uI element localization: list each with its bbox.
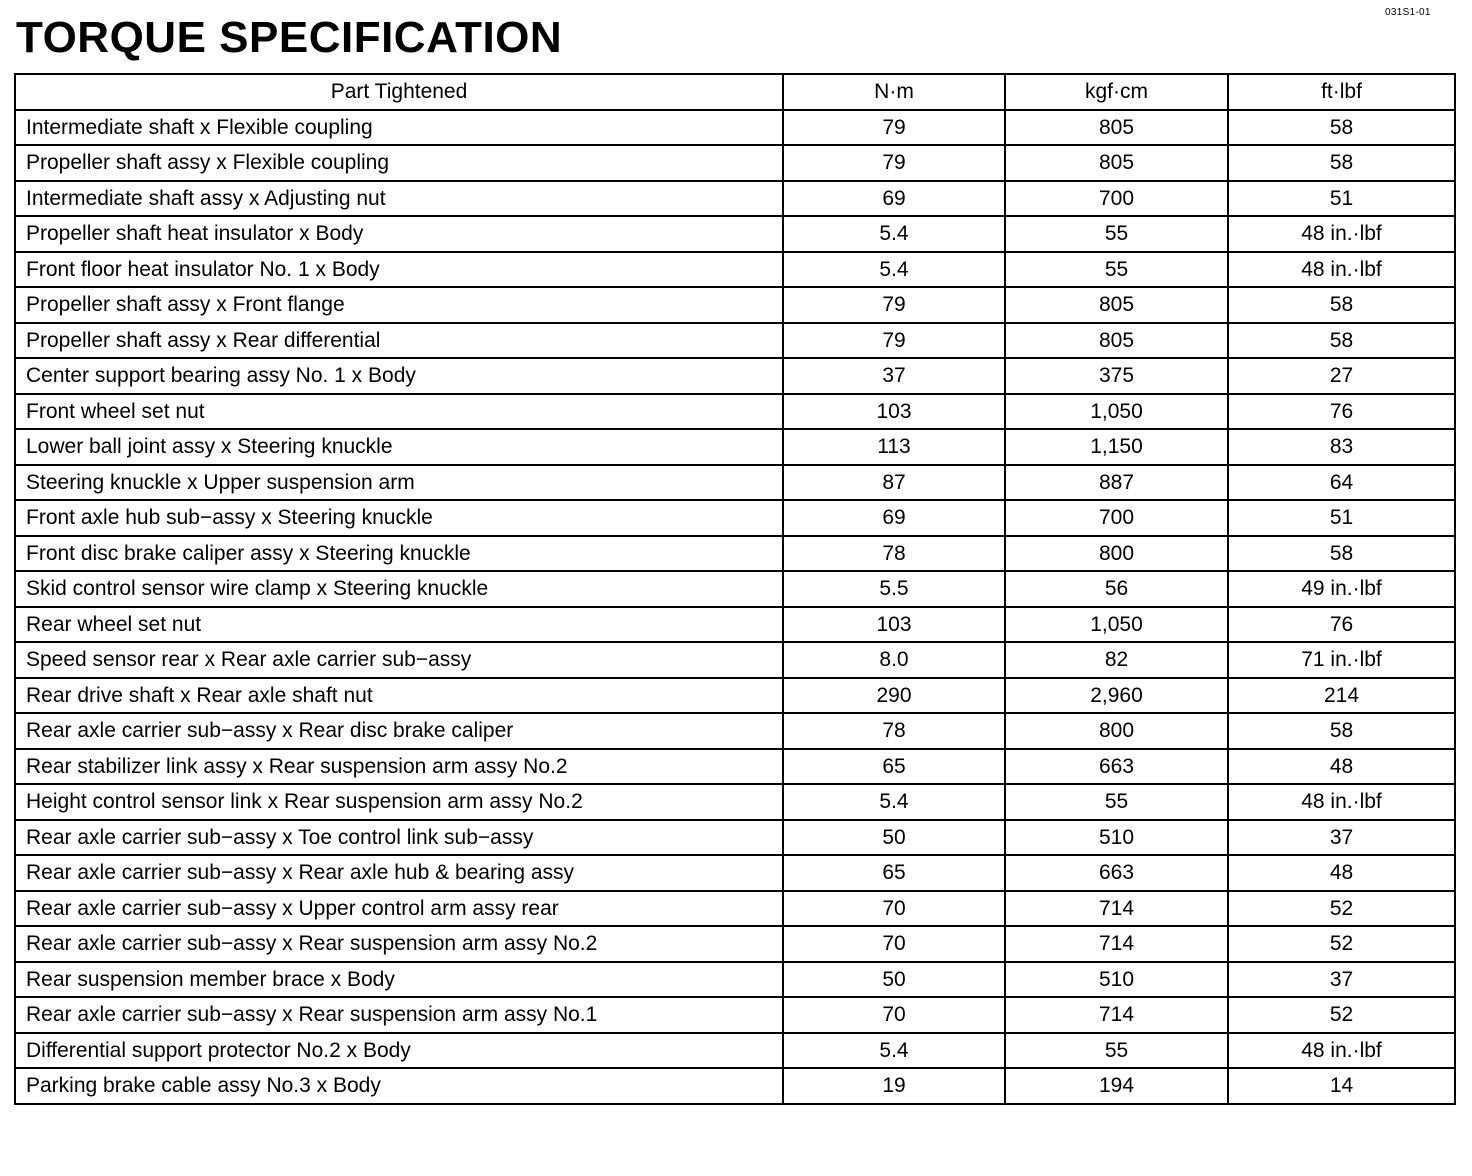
cell-nm: 50 [783,820,1005,856]
cell-ftlbf: 37 [1228,820,1455,856]
cell-nm: 65 [783,749,1005,785]
cell-nm: 8.0 [783,642,1005,678]
table-row [15,926,1455,962]
table-row [15,465,1455,501]
cell-ftlbf: 52 [1228,891,1455,927]
cell-part-tightened: Center support bearing assy No. 1 x Body [15,358,783,394]
cell-ftlbf: 58 [1228,323,1455,359]
cell-kgfcm: 194 [1005,1068,1228,1104]
table-row [15,855,1455,891]
table-row [15,394,1455,430]
cell-nm: 19 [783,1068,1005,1104]
table-row [15,749,1455,785]
cell-nm: 78 [783,713,1005,749]
cell-part-tightened: Propeller shaft heat insulator x Body [15,216,783,252]
cell-nm: 69 [783,500,1005,536]
cell-ftlbf: 48 [1228,855,1455,891]
cell-kgfcm: 510 [1005,820,1228,856]
table-row [15,997,1455,1033]
cell-nm: 70 [783,997,1005,1033]
cell-kgfcm: 1,050 [1005,607,1228,643]
cell-ftlbf: 48 in.·lbf [1228,784,1455,820]
cell-part-tightened: Rear wheel set nut [15,607,783,643]
cell-nm: 79 [783,323,1005,359]
cell-kgfcm: 805 [1005,287,1228,323]
cell-ftlbf: 48 [1228,749,1455,785]
cell-part-tightened: Differential support protector No.2 x Body [15,1033,783,1069]
cell-part-tightened: Rear axle carrier sub−assy x Toe control link sub−assy [15,820,783,856]
table-row [15,536,1455,572]
table-row [15,110,1455,146]
cell-ftlbf: 48 in.·lbf [1228,1033,1455,1069]
cell-ftlbf: 48 in.·lbf [1228,216,1455,252]
cell-nm: 69 [783,181,1005,217]
cell-part-tightened: Propeller shaft assy x Flexible coupling [15,145,783,181]
table-row [15,252,1455,288]
cell-nm: 65 [783,855,1005,891]
cell-part-tightened: Rear axle carrier sub−assy x Rear disc brake caliper [15,713,783,749]
cell-ftlbf: 58 [1228,287,1455,323]
cell-kgfcm: 510 [1005,962,1228,998]
cell-ftlbf: 48 in.·lbf [1228,252,1455,288]
cell-nm: 37 [783,358,1005,394]
cell-kgfcm: 805 [1005,145,1228,181]
header-part-tightened: Part Tightened [15,74,783,110]
cell-kgfcm: 700 [1005,500,1228,536]
cell-nm: 290 [783,678,1005,714]
cell-kgfcm: 714 [1005,891,1228,927]
header-kgfcm: kgf·cm [1005,74,1228,110]
cell-kgfcm: 887 [1005,465,1228,501]
cell-kgfcm: 2,960 [1005,678,1228,714]
table-row [15,145,1455,181]
cell-nm: 70 [783,891,1005,927]
document-code: 031S1-01 [1385,7,1431,18]
cell-ftlbf: 49 in.·lbf [1228,571,1455,607]
cell-nm: 79 [783,110,1005,146]
cell-nm: 5.4 [783,784,1005,820]
cell-nm: 113 [783,429,1005,465]
cell-nm: 79 [783,287,1005,323]
cell-part-tightened: Front floor heat insulator No. 1 x Body [15,252,783,288]
table-row [15,358,1455,394]
cell-nm: 70 [783,926,1005,962]
cell-kgfcm: 1,150 [1005,429,1228,465]
cell-part-tightened: Rear axle carrier sub−assy x Rear axle hub & bearing assy [15,855,783,891]
cell-part-tightened: Front axle hub sub−assy x Steering knuckle [15,500,783,536]
cell-ftlbf: 64 [1228,465,1455,501]
cell-kgfcm: 375 [1005,358,1228,394]
cell-ftlbf: 58 [1228,536,1455,572]
table-row [15,216,1455,252]
table-row [15,891,1455,927]
cell-kgfcm: 55 [1005,216,1228,252]
table-row [15,429,1455,465]
cell-kgfcm: 82 [1005,642,1228,678]
cell-nm: 5.4 [783,1033,1005,1069]
cell-kgfcm: 714 [1005,997,1228,1033]
table-row [15,1033,1455,1069]
cell-kgfcm: 805 [1005,323,1228,359]
cell-part-tightened: Rear axle carrier sub−assy x Upper control arm assy rear [15,891,783,927]
header-nm: N·m [783,74,1005,110]
table-row [15,607,1455,643]
cell-kgfcm: 56 [1005,571,1228,607]
cell-kgfcm: 1,050 [1005,394,1228,430]
table-body [15,110,1455,1104]
cell-part-tightened: Propeller shaft assy x Rear differential [15,323,783,359]
cell-ftlbf: 37 [1228,962,1455,998]
table-row [15,820,1455,856]
cell-nm: 103 [783,607,1005,643]
cell-nm: 5.4 [783,216,1005,252]
cell-nm: 79 [783,145,1005,181]
cell-kgfcm: 805 [1005,110,1228,146]
table-row [15,713,1455,749]
page-title: TORQUE SPECIFICATION [16,13,563,62]
cell-part-tightened: Intermediate shaft x Flexible coupling [15,110,783,146]
table-row [15,500,1455,536]
table-row [15,642,1455,678]
cell-ftlbf: 214 [1228,678,1455,714]
cell-kgfcm: 55 [1005,784,1228,820]
cell-ftlbf: 58 [1228,713,1455,749]
torque-spec-table [14,73,1456,1105]
table-row [15,962,1455,998]
table-row [15,181,1455,217]
cell-nm: 50 [783,962,1005,998]
table-row [15,1068,1455,1104]
cell-kgfcm: 55 [1005,1033,1228,1069]
cell-part-tightened: Front wheel set nut [15,394,783,430]
cell-part-tightened: Lower ball joint assy x Steering knuckle [15,429,783,465]
cell-ftlbf: 58 [1228,145,1455,181]
cell-ftlbf: 52 [1228,997,1455,1033]
cell-ftlbf: 51 [1228,500,1455,536]
cell-kgfcm: 663 [1005,749,1228,785]
cell-ftlbf: 83 [1228,429,1455,465]
cell-kgfcm: 55 [1005,252,1228,288]
table-row [15,323,1455,359]
cell-part-tightened: Skid control sensor wire clamp x Steering knuckle [15,571,783,607]
cell-part-tightened: Rear axle carrier sub−assy x Rear suspension arm assy No.1 [15,997,783,1033]
table-header-row [15,74,1455,110]
cell-part-tightened: Rear stabilizer link assy x Rear suspension arm assy No.2 [15,749,783,785]
cell-nm: 78 [783,536,1005,572]
cell-kgfcm: 663 [1005,855,1228,891]
cell-part-tightened: Parking brake cable assy No.3 x Body [15,1068,783,1104]
table-row [15,678,1455,714]
cell-nm: 87 [783,465,1005,501]
cell-part-tightened: Height control sensor link x Rear suspension arm assy No.2 [15,784,783,820]
cell-part-tightened: Propeller shaft assy x Front flange [15,287,783,323]
cell-part-tightened: Rear drive shaft x Rear axle shaft nut [15,678,783,714]
cell-part-tightened: Front disc brake caliper assy x Steering knuckle [15,536,783,572]
header-ftlbf: ft·lbf [1228,74,1455,110]
cell-part-tightened: Rear axle carrier sub−assy x Rear suspension arm assy No.2 [15,926,783,962]
cell-ftlbf: 14 [1228,1068,1455,1104]
cell-part-tightened: Rear suspension member brace x Body [15,962,783,998]
cell-nm: 5.4 [783,252,1005,288]
table-row [15,571,1455,607]
cell-ftlbf: 52 [1228,926,1455,962]
cell-ftlbf: 71 in.·lbf [1228,642,1455,678]
cell-kgfcm: 700 [1005,181,1228,217]
table-row [15,287,1455,323]
cell-part-tightened: Steering knuckle x Upper suspension arm [15,465,783,501]
cell-part-tightened: Speed sensor rear x Rear axle carrier sub−assy [15,642,783,678]
cell-kgfcm: 714 [1005,926,1228,962]
cell-ftlbf: 27 [1228,358,1455,394]
cell-ftlbf: 58 [1228,110,1455,146]
cell-nm: 103 [783,394,1005,430]
table-row [15,784,1455,820]
cell-kgfcm: 800 [1005,536,1228,572]
cell-kgfcm: 800 [1005,713,1228,749]
cell-ftlbf: 51 [1228,181,1455,217]
cell-part-tightened: Intermediate shaft assy x Adjusting nut [15,181,783,217]
cell-ftlbf: 76 [1228,607,1455,643]
cell-ftlbf: 76 [1228,394,1455,430]
cell-nm: 5.5 [783,571,1005,607]
